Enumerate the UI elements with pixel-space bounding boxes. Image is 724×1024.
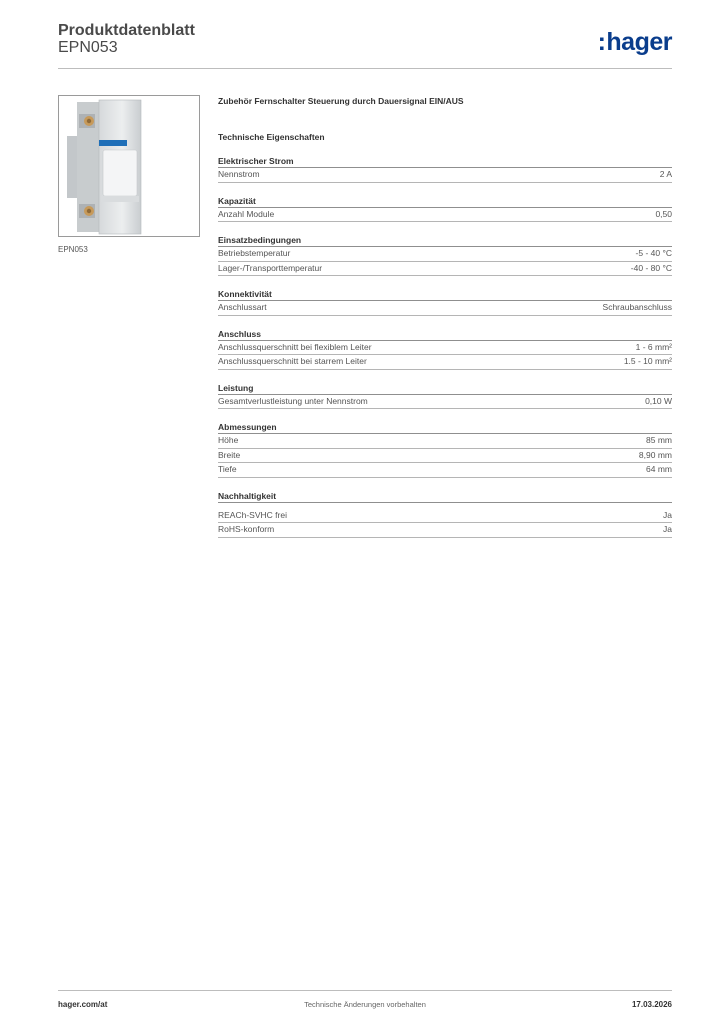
spec-row xyxy=(218,463,672,478)
section-operating-conditions xyxy=(218,234,672,276)
section-electrical-current xyxy=(218,155,672,183)
section-title: Einsatzbedingungen xyxy=(218,234,672,247)
spec-value: 1 - 6 mm² xyxy=(635,341,672,352)
product-description: Zubehör Fernschalter Steuerung durch Dauersignal EIN/AUS xyxy=(218,96,464,106)
technical-properties-title: Technische Eigenschaften xyxy=(218,132,325,142)
product-image xyxy=(58,95,200,237)
section-title: Leistung xyxy=(218,382,672,395)
product-specifications xyxy=(218,95,672,538)
document-title: Produktdatenblatt xyxy=(58,22,195,39)
spec-row xyxy=(218,509,672,524)
spec-label: Nennstrom xyxy=(218,169,260,179)
section-connectivity xyxy=(218,288,672,316)
section-capacity xyxy=(218,195,672,223)
image-caption: EPN053 xyxy=(58,245,88,254)
section-title: Anschluss xyxy=(218,328,672,341)
spec-value: Ja xyxy=(663,509,672,520)
spec-row xyxy=(218,208,672,223)
spec-row xyxy=(218,434,672,449)
spec-label: Höhe xyxy=(218,435,239,445)
spec-row xyxy=(218,247,672,262)
spec-value: 0,50 xyxy=(655,208,672,219)
spec-label: Gesamtverlustleistung unter Nennstrom xyxy=(218,395,368,406)
spec-row xyxy=(218,301,672,316)
spec-label: RoHS-konform xyxy=(218,524,275,534)
section-title: Elektrischer Strom xyxy=(218,155,672,168)
spec-row xyxy=(218,355,672,370)
section-title: Abmessungen xyxy=(218,421,672,434)
footer-notice: Technische Änderungen vorbehalten xyxy=(304,1000,426,1009)
spec-label: REACh-SVHC frei xyxy=(218,509,287,520)
spec-value: 0,10 W xyxy=(645,395,672,406)
spec-value: Schraubanschluss xyxy=(602,302,672,312)
circuit-breaker-accessory-icon xyxy=(59,96,199,236)
spec-row xyxy=(218,262,672,277)
spec-row xyxy=(218,523,672,538)
spec-row xyxy=(218,395,672,410)
product-code: EPN053 xyxy=(58,39,118,56)
logo-dots-icon: : xyxy=(597,28,606,56)
spec-label: Breite xyxy=(218,449,241,460)
spec-label: Betriebstemperatur xyxy=(218,248,291,258)
spec-value: -40 - 80 °C xyxy=(630,262,672,273)
spec-value: 2 A xyxy=(659,169,672,179)
spec-row xyxy=(218,341,672,356)
spec-value: 85 mm xyxy=(646,435,672,445)
spec-value: 8,90 mm xyxy=(638,449,672,460)
spec-label: Anschlussquerschnitt bei flexiblem Leiter xyxy=(218,341,372,352)
section-title: Nachhaltigkeit xyxy=(218,490,672,503)
footer-date: 17.03.2026 xyxy=(631,1000,672,1009)
spec-value: 1.5 - 10 mm² xyxy=(623,356,672,366)
section-sustainability xyxy=(218,490,672,538)
section-power xyxy=(218,382,672,410)
spec-label: Anzahl Module xyxy=(218,208,275,219)
spec-label: Tiefe xyxy=(218,464,237,474)
section-connection xyxy=(218,328,672,370)
spec-label: Lager-/Transporttemperatur xyxy=(218,262,323,273)
page-header xyxy=(58,22,672,69)
spec-label: Anschlussart xyxy=(218,302,267,312)
page-footer xyxy=(58,990,672,1009)
spec-row xyxy=(218,168,672,183)
spec-value: -5 - 40 °C xyxy=(635,248,672,258)
spec-value: Ja xyxy=(663,524,672,534)
spec-label: Anschlussquerschnitt bei starrem Leiter xyxy=(218,356,367,366)
hager-logo[interactable] xyxy=(598,28,672,57)
logo-text: hager xyxy=(606,28,672,56)
spec-value: 64 mm xyxy=(646,464,672,474)
footer-website-link[interactable]: hager.com/at xyxy=(58,1000,108,1009)
spec-row xyxy=(218,449,672,464)
section-title: Kapazität xyxy=(218,195,672,208)
section-dimensions xyxy=(218,421,672,478)
section-title: Konnektivität xyxy=(218,288,672,301)
